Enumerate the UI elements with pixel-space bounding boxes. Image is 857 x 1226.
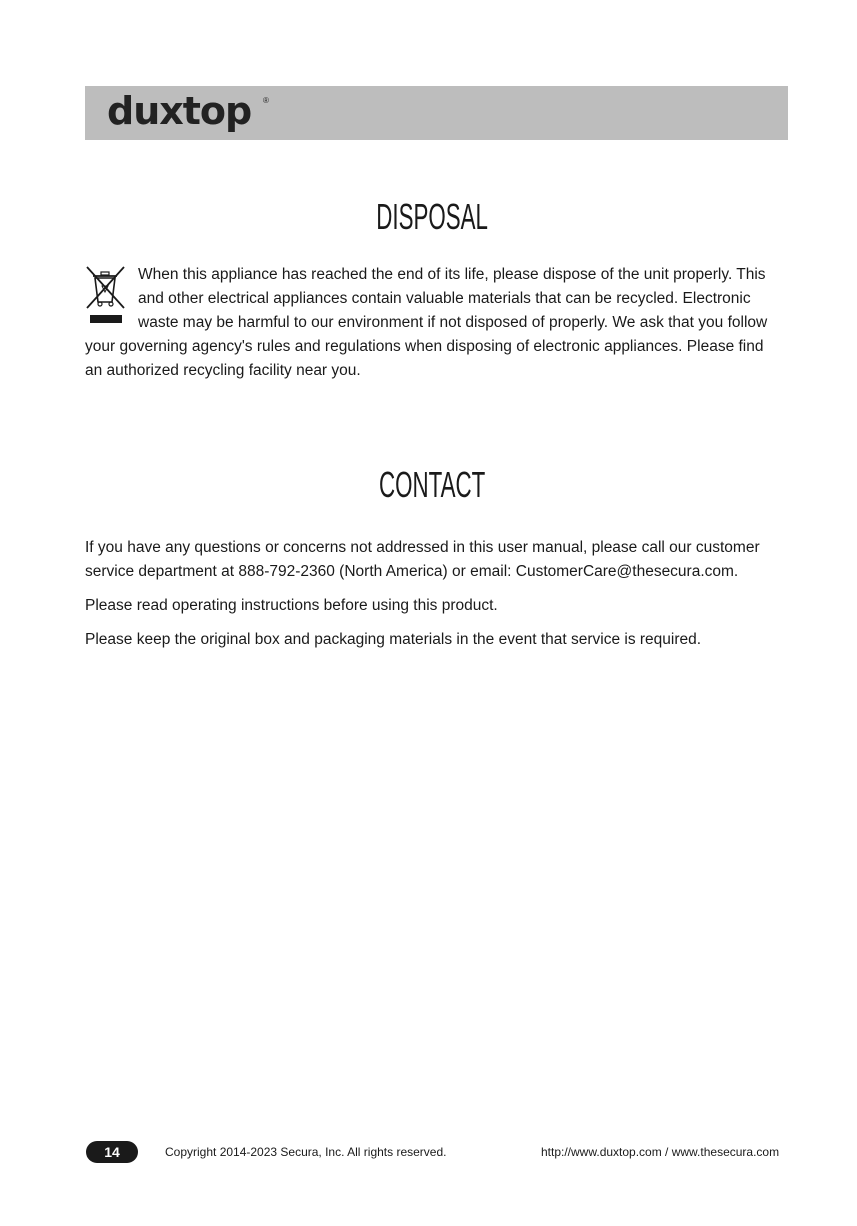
crossed-out-wheelie-bin-icon: [84, 264, 126, 326]
disposal-text-line-1: When this appliance has reached the end of its life, please dispose of the unit properly. This: [138, 266, 766, 283]
header-bar: [85, 86, 788, 140]
registered-mark: ®: [263, 96, 269, 105]
contact-paragraph: If you have any questions or concerns not addressed in this user manual, please call our customer service department at 888-792-2360 (North America) or email: CustomerCare@thesecura.com.: [85, 539, 760, 580]
page-number-badge: 14: [86, 1141, 138, 1163]
disposal-title: DISPOSAL: [376, 196, 488, 237]
disposal-text-line-3: waste may be harmful to our environment if not disposed of properly. We ask that you follow: [138, 314, 768, 331]
instructions-paragraph: Please read operating instructions before using this product.: [85, 597, 498, 614]
packaging-paragraph: Please keep the original box and packaging materials in the event that service is required.: [85, 631, 702, 648]
duxtop-logo: duxtop: [107, 89, 252, 133]
copyright-text: Copyright 2014-2023 Secura, Inc. All rights reserved.: [165, 1145, 447, 1159]
disposal-text-line-4: your governing agency's rules and regulations when disposing of electronic appliances. Please find: [85, 338, 764, 355]
website-links: http://www.duxtop.com / www.thesecura.com: [541, 1145, 780, 1159]
disposal-text-line-5: an authorized recycling facility near you.: [85, 362, 361, 379]
disposal-text-line-2: and other electrical appliances contain valuable materials that can be recycled. Electronic: [138, 290, 751, 307]
contact-title: CONTACT: [378, 464, 486, 505]
